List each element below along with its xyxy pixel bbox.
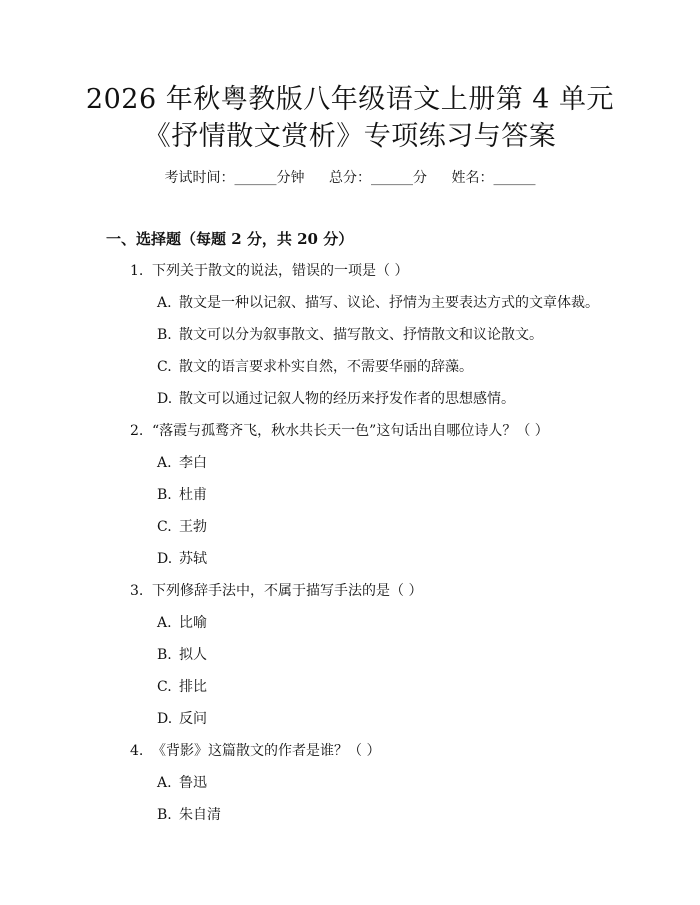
- option-label: C.: [157, 359, 172, 375]
- option-item: [157, 645, 207, 665]
- option-item: [157, 293, 599, 313]
- exam-info: [0, 168, 700, 188]
- section-title: 一、选择题（每题 2 分，共 20 分）: [106, 230, 354, 248]
- option-label: D.: [157, 711, 173, 727]
- question-text: 《背影》这篇散文的作者是谁？（ ）: [152, 743, 381, 759]
- question-1: [130, 261, 408, 281]
- question-number: 3.: [130, 583, 144, 599]
- question-number: 1.: [130, 263, 144, 279]
- option-text: 杜甫: [179, 487, 207, 503]
- question-2: [130, 421, 549, 441]
- option-item: [157, 453, 207, 473]
- option-text: 王勃: [179, 519, 207, 535]
- option-text: 散文可以通过记叙人物的经历来抒发作者的思想感情。: [179, 391, 515, 407]
- option-item: [157, 357, 473, 377]
- question-3: [130, 581, 422, 601]
- option-text: 鲁迅: [179, 775, 207, 791]
- option-label: C.: [157, 679, 172, 695]
- option-item: [157, 549, 207, 569]
- option-label: A.: [157, 295, 172, 311]
- option-item: [157, 773, 207, 793]
- option-label: B.: [157, 487, 172, 503]
- option-text: 散文可以分为叙事散文、描写散文、抒情散文和议论散文。: [179, 327, 543, 343]
- question-4: [130, 741, 380, 761]
- title-line-1: 2026 年秋粤教版八年级语文上册第 4 单元: [85, 84, 615, 115]
- question-text: “落霞与孤鹜齐飞，秋水共长天一色”这句话出自哪位诗人？（ ）: [152, 423, 549, 439]
- option-label: B.: [157, 807, 172, 823]
- option-label: B.: [157, 647, 172, 663]
- option-item: [157, 805, 221, 825]
- question-text: 下列修辞手法中，不属于描写手法的是（ ）: [152, 583, 423, 599]
- question-number: 2.: [130, 423, 144, 439]
- title-line-2: 《抒情散文赏析》专项练习与答案: [143, 121, 557, 152]
- option-item: [157, 325, 543, 345]
- option-item: [157, 677, 207, 697]
- option-label: A.: [157, 455, 172, 471]
- option-text: 排比: [179, 679, 207, 695]
- option-text: 散文的语言要求朴实自然，不需要华丽的辞藻。: [179, 359, 473, 375]
- option-label: C.: [157, 519, 172, 535]
- option-text: 拟人: [179, 647, 207, 663]
- question-number: 4.: [130, 743, 144, 759]
- option-item: [157, 485, 207, 505]
- option-item: [157, 389, 515, 409]
- option-item: [157, 709, 207, 729]
- option-text: 朱自清: [179, 807, 221, 823]
- student-name-field: 姓名：______: [451, 170, 536, 186]
- question-text: 下列关于散文的说法，错误的一项是（ ）: [152, 263, 409, 279]
- option-item: [157, 613, 207, 633]
- option-label: A.: [157, 615, 172, 631]
- option-label: A.: [157, 775, 172, 791]
- option-label: B.: [157, 327, 172, 343]
- option-text: 散文是一种以记叙、描写、议论、抒情为主要表达方式的文章体裁。: [179, 295, 599, 311]
- option-text: 苏轼: [179, 551, 207, 567]
- option-label: D.: [157, 391, 173, 407]
- exam-time-field: 考试时间：______分钟: [164, 170, 305, 186]
- option-text: 反问: [179, 711, 207, 727]
- option-label: D.: [157, 551, 173, 567]
- option-text: 比喻: [179, 615, 207, 631]
- option-text: 李白: [179, 455, 207, 471]
- option-item: [157, 517, 207, 537]
- total-score-field: 总分：______分: [329, 170, 427, 186]
